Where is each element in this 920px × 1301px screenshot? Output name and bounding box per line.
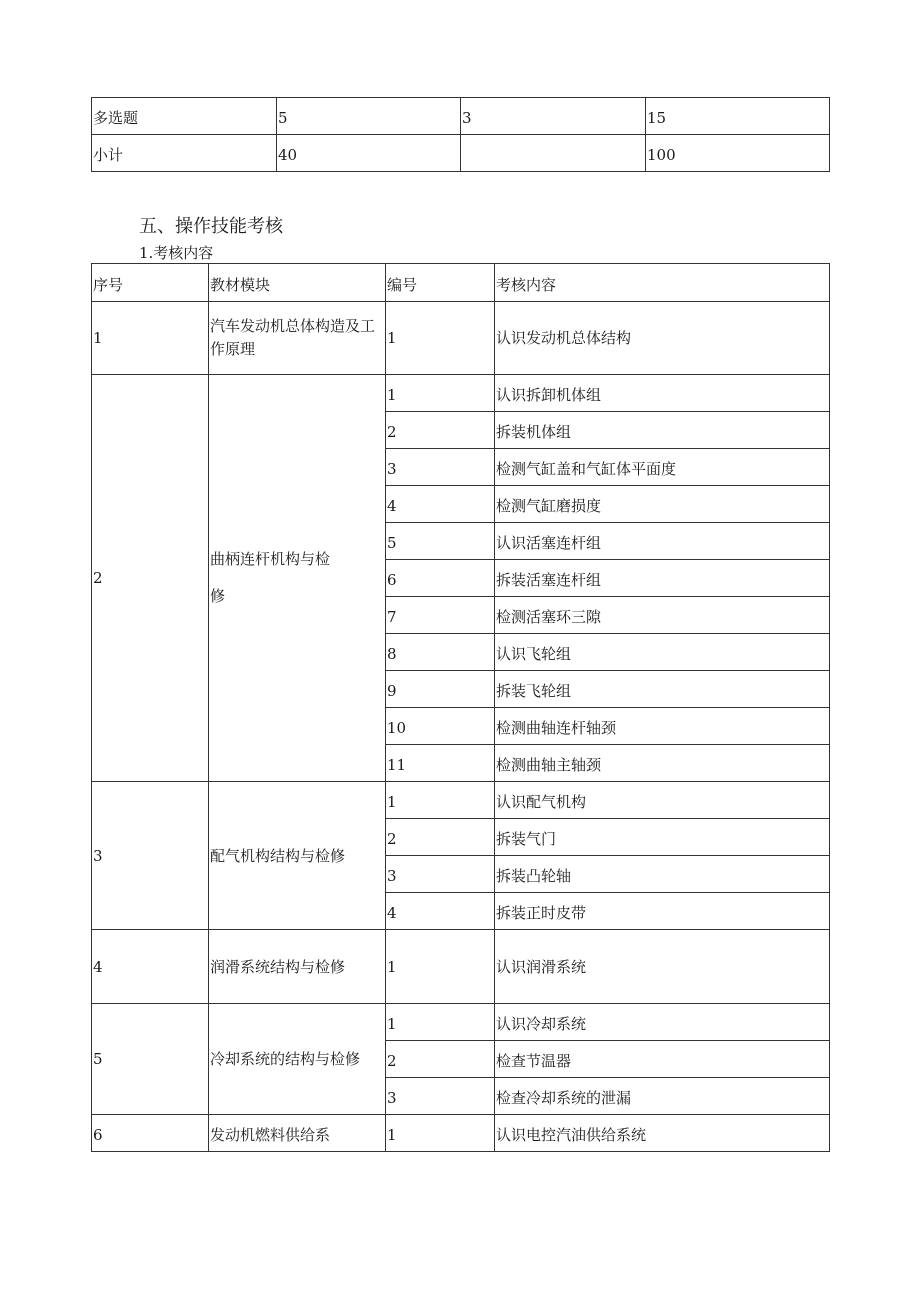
- module-cell: 润滑系统结构与检修: [209, 930, 386, 1004]
- item-number-cell: 1: [386, 930, 495, 1004]
- seq-cell: 1: [92, 302, 209, 375]
- item-number-cell: 2: [386, 819, 495, 856]
- question-count-cell: 5: [277, 98, 461, 135]
- item-number-cell: 3: [386, 449, 495, 486]
- item-content-cell: 检测活塞环三隙: [495, 597, 830, 634]
- module-line: 修: [210, 587, 226, 605]
- score-each-cell: [461, 135, 646, 172]
- item-number-cell: 2: [386, 412, 495, 449]
- module-cell: [209, 302, 386, 375]
- header-seq: 序号: [92, 264, 209, 302]
- item-number-cell: 10: [386, 708, 495, 745]
- item-number-cell: 6: [386, 560, 495, 597]
- module-line: 汽车发动机总体构造及工: [210, 317, 376, 335]
- table-row: [92, 1115, 830, 1152]
- seq-cell: 4: [92, 930, 209, 1004]
- item-number-cell: 5: [386, 523, 495, 560]
- item-content-cell: 认识配气机构: [495, 782, 830, 819]
- item-content-cell: 拆装正时皮带: [495, 893, 830, 930]
- seq-cell: 3: [92, 782, 209, 930]
- module-cell: 发动机燃料供给系: [209, 1115, 386, 1152]
- table-row: [92, 302, 830, 375]
- item-content-cell: 检查冷却系统的泄漏: [495, 1078, 830, 1115]
- item-number-cell: 1: [386, 375, 495, 412]
- header-content: 考核内容: [495, 264, 830, 302]
- item-number-cell: 1: [386, 1115, 495, 1152]
- item-number-cell: 1: [386, 782, 495, 819]
- score-each-cell: 3: [461, 98, 646, 135]
- item-number-cell: 9: [386, 671, 495, 708]
- item-content-cell: 检查节温器: [495, 1041, 830, 1078]
- module-cell: 冷却系统的结构与检修: [209, 1004, 386, 1115]
- table-row: [92, 782, 830, 819]
- item-content-cell: 认识飞轮组: [495, 634, 830, 671]
- section-subtitle: 1.考核内容: [139, 244, 214, 262]
- assessment-content-table: [91, 263, 830, 1152]
- item-number-cell: 1: [386, 302, 495, 375]
- item-content-cell: 认识活塞连杆组: [495, 523, 830, 560]
- item-content-cell: 拆装气门: [495, 819, 830, 856]
- item-number-cell: 1: [386, 1004, 495, 1041]
- item-content-cell: 拆装飞轮组: [495, 671, 830, 708]
- seq-cell: 6: [92, 1115, 209, 1152]
- section-title: 五、操作技能考核: [139, 216, 283, 237]
- question-type-cell: 多选题: [92, 98, 277, 135]
- item-number-cell: 4: [386, 486, 495, 523]
- item-number-cell: 7: [386, 597, 495, 634]
- item-number-cell: 11: [386, 745, 495, 782]
- item-number-cell: 4: [386, 893, 495, 930]
- item-number-cell: 8: [386, 634, 495, 671]
- header-module: 教材模块: [209, 264, 386, 302]
- module-cell: [209, 375, 386, 782]
- table-row: [92, 930, 830, 1004]
- seq-cell: 2: [92, 375, 209, 782]
- item-content-cell: 拆装凸轮轴: [495, 856, 830, 893]
- item-content-cell: 认识冷却系统: [495, 1004, 830, 1041]
- item-content-cell: 认识润滑系统: [495, 930, 830, 1004]
- question-count-cell: 40: [277, 135, 461, 172]
- item-content-cell: 认识发动机总体结构: [495, 302, 830, 375]
- total-score-cell: 15: [646, 98, 830, 135]
- header-number: 编号: [386, 264, 495, 302]
- table-row: [92, 98, 830, 135]
- item-content-cell: 检测气缸盖和气缸体平面度: [495, 449, 830, 486]
- module-cell: 配气机构结构与检修: [209, 782, 386, 930]
- item-content-cell: 拆装机体组: [495, 412, 830, 449]
- item-content-cell: 检测曲轴连杆轴颈: [495, 708, 830, 745]
- item-content-cell: 检测气缸磨损度: [495, 486, 830, 523]
- table-row: [92, 1004, 830, 1041]
- total-score-cell: 100: [646, 135, 830, 172]
- item-number-cell: 3: [386, 1078, 495, 1115]
- item-content-cell: 认识电控汽油供给系统: [495, 1115, 830, 1152]
- item-content-cell: 检测曲轴主轴颈: [495, 745, 830, 782]
- seq-cell: 5: [92, 1004, 209, 1115]
- item-content-cell: 认识拆卸机体组: [495, 375, 830, 412]
- item-number-cell: 2: [386, 1041, 495, 1078]
- item-number-cell: 3: [386, 856, 495, 893]
- question-type-cell: 小计: [92, 135, 277, 172]
- table-row: [92, 135, 830, 172]
- summary-table: [91, 97, 830, 172]
- item-content-cell: 拆装活塞连杆组: [495, 560, 830, 597]
- module-line: 曲柄连杆机构与检: [210, 550, 331, 568]
- module-line: 作原理: [210, 340, 256, 358]
- table-header-row: [92, 264, 830, 302]
- table-row: [92, 375, 830, 412]
